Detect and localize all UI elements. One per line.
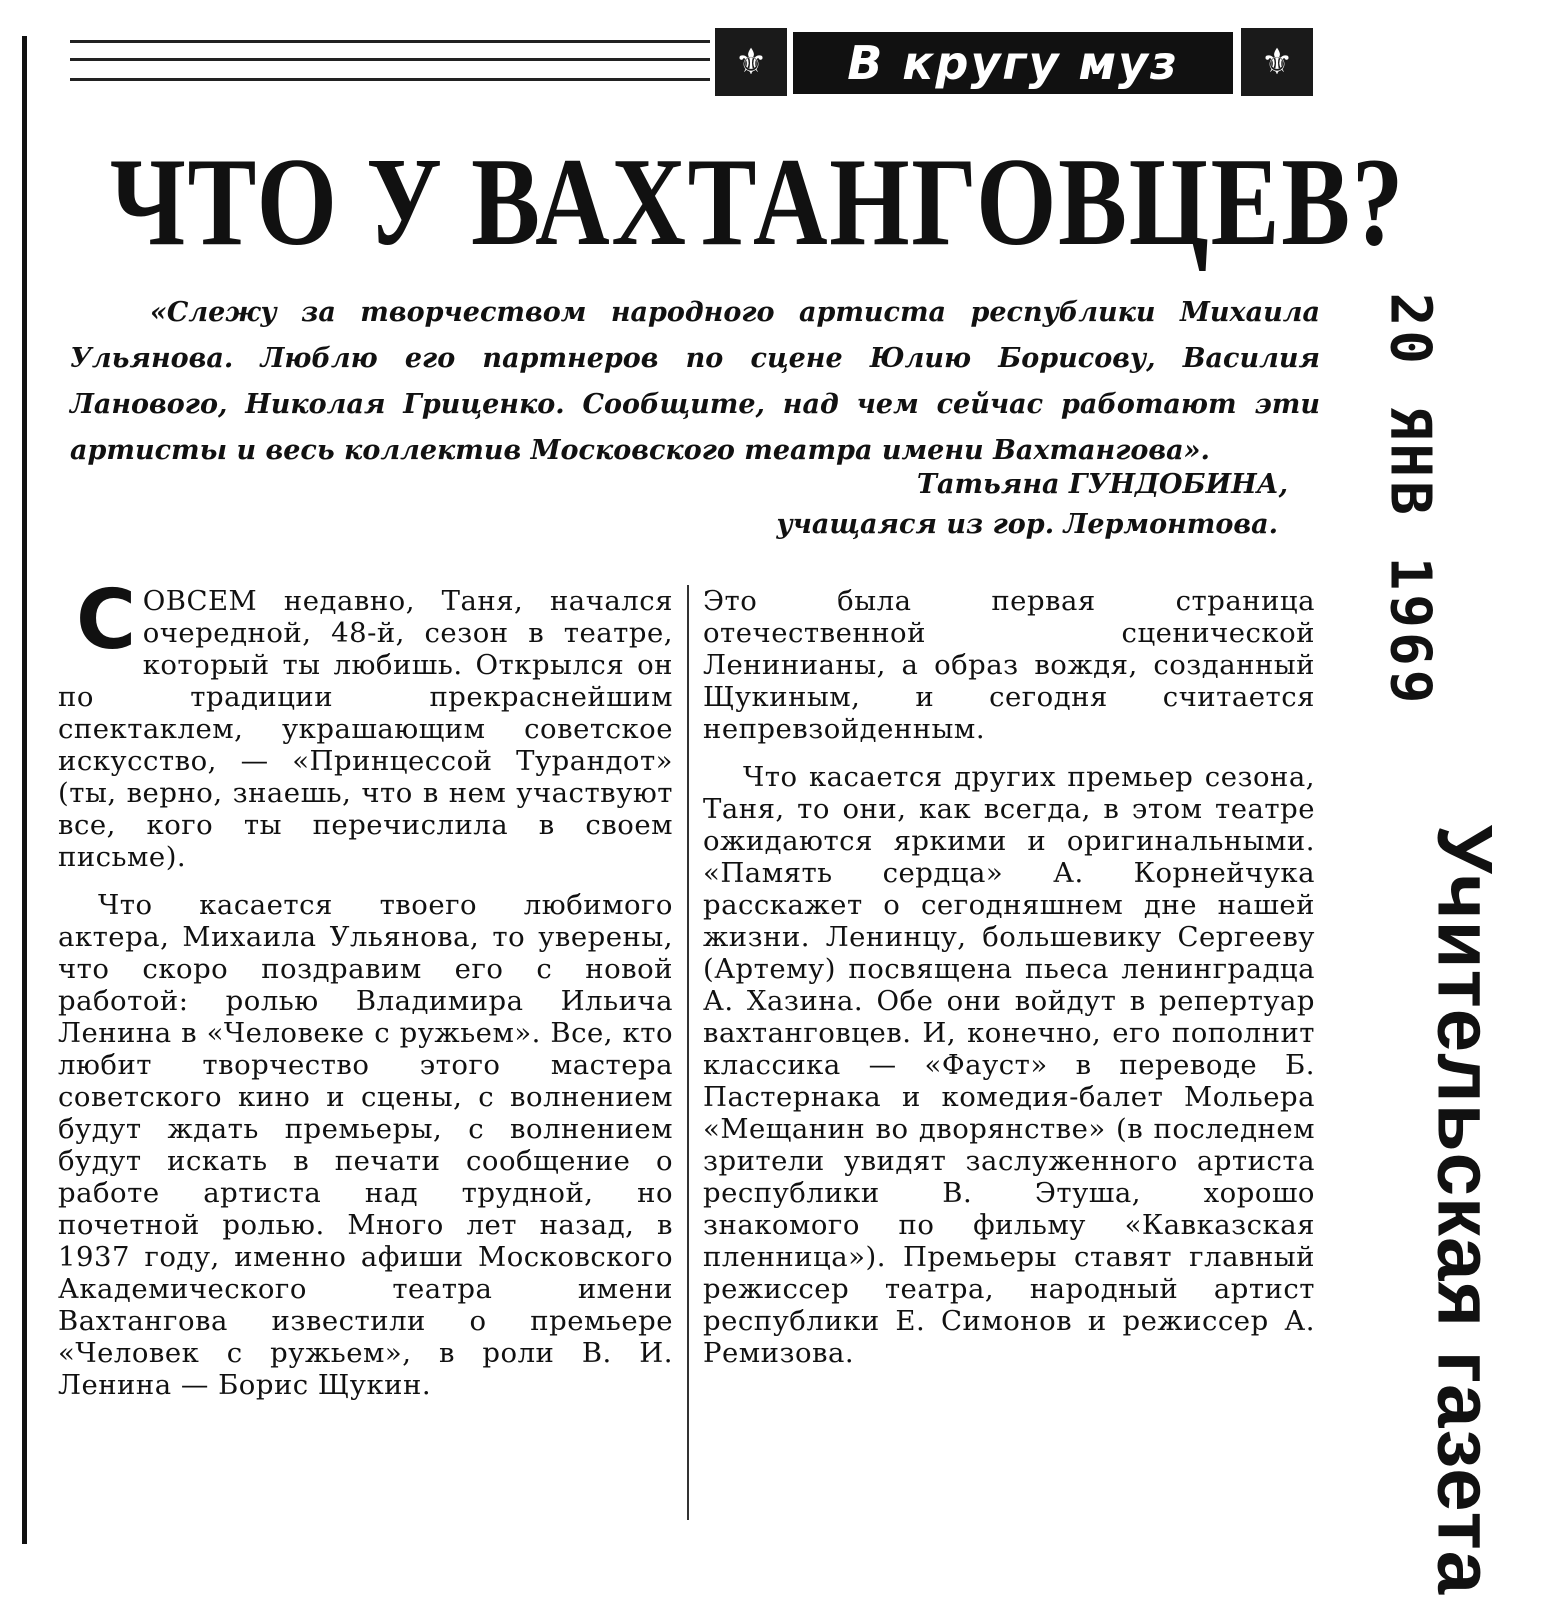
letter-author: Татьяна ГУНДОБИНА, bbox=[916, 469, 1288, 500]
rubric-label: В кругу муз bbox=[793, 32, 1233, 94]
date-stamp-text: 20 ЯНВ 1969 bbox=[1377, 292, 1443, 708]
article-column-right bbox=[703, 585, 1315, 1369]
paragraph-text: ОВСЕМ недавно, Таня, начался очередной, 48-й, сезон в театре, который ты любишь. Открылся он по традиции прекраснейшим спектаклем, украшающим советское искусство, — «Принцессой Турандот» (ты, верно, знаешь, что в нем участвуют все, кого ты перечислила в своем письме). bbox=[58, 585, 673, 873]
rubric-header bbox=[715, 28, 1320, 98]
header-rule-bottom bbox=[70, 78, 710, 81]
newspaper-name-stamp bbox=[1410, 824, 1520, 1596]
drop-cap: С bbox=[76, 573, 137, 668]
newspaper-name-text: Учительская газета bbox=[1421, 824, 1510, 1596]
column-divider bbox=[687, 585, 689, 1520]
lyre-laurel-icon: ⚜ bbox=[1241, 28, 1313, 96]
article-paragraph: Это была первая страница отечественной сценической Ленинианы, а образ вождя, созданный Щукиным, и сегодня считается непревзойденным. bbox=[703, 585, 1315, 745]
article-paragraph bbox=[58, 573, 673, 873]
header-rule-middle bbox=[70, 58, 710, 61]
header-rule-top bbox=[70, 40, 710, 43]
reader-letter-quote: «Слежу за творчеством народного артиста республики Михаила Ульянова. Люблю его партнеров по сцене Юлию Борисову, Василия Ланового, Николая Гриценко. Сообщите, над чем сейчас работают эти артисты и весь коллектив Московского театра имени Вахтангова». bbox=[70, 297, 1320, 466]
article-paragraph: Что касается твоего любимого актера, Михаила Ульянова, то уверены, что скоро поздравим его с новой работой: ролью Владимира Ильича Ленина в «Человеке с ружьем». Все, кто любит творчество этого мастера советского кино и сцены, с волнением будут ждать премьеры, с волнением будут искать в печати сообщение о работе артиста над трудной, но почетной ролью. Много лет назад, в 1937 году, именно афиши Московского Академического театра имени Вахтангова известили о премьере «Человек с ружьем», в роли В. И. Ленина — Борис Щукин. bbox=[58, 889, 673, 1401]
letter-author-description: учащаяся из гор. Лермонтова. bbox=[776, 509, 1278, 540]
article-paragraph: Что касается других премьер сезона, Таня, то они, как всегда, в этом театре ожидаются яркими и оригинальными. «Память сердца» А. Корнейчука расскажет о сегодняшнем дне нашей жизни. Ленинцу, большевику Сергееву (Артему) посвящена пьеса ленинградца А. Хазина. Обе они войдут в репертуар вахтанговцев. И, конечно, его пополнит классика — «Фауст» в переводе Б. Пастернака и комедия-балет Мольера «Мещанин во дворянстве» (в последнем зрители увидят заслуженного артиста республики В. Этуша, хорошо знакомого по фильму «Кавказская пленница»). Премьеры ставят главный режиссер театра, народный артист республики Е. Симонов и режиссер А. Ремизова. bbox=[703, 761, 1315, 1369]
letter-signature bbox=[688, 465, 1288, 545]
clipping-left-border bbox=[22, 36, 27, 1544]
article-column-left bbox=[58, 573, 673, 1401]
lyre-laurel-icon: ⚜ bbox=[715, 28, 787, 96]
date-stamp bbox=[1377, 290, 1443, 710]
article-headline: ЧТО У ВАХТАНГОВЦЕВ? bbox=[110, 133, 1406, 272]
